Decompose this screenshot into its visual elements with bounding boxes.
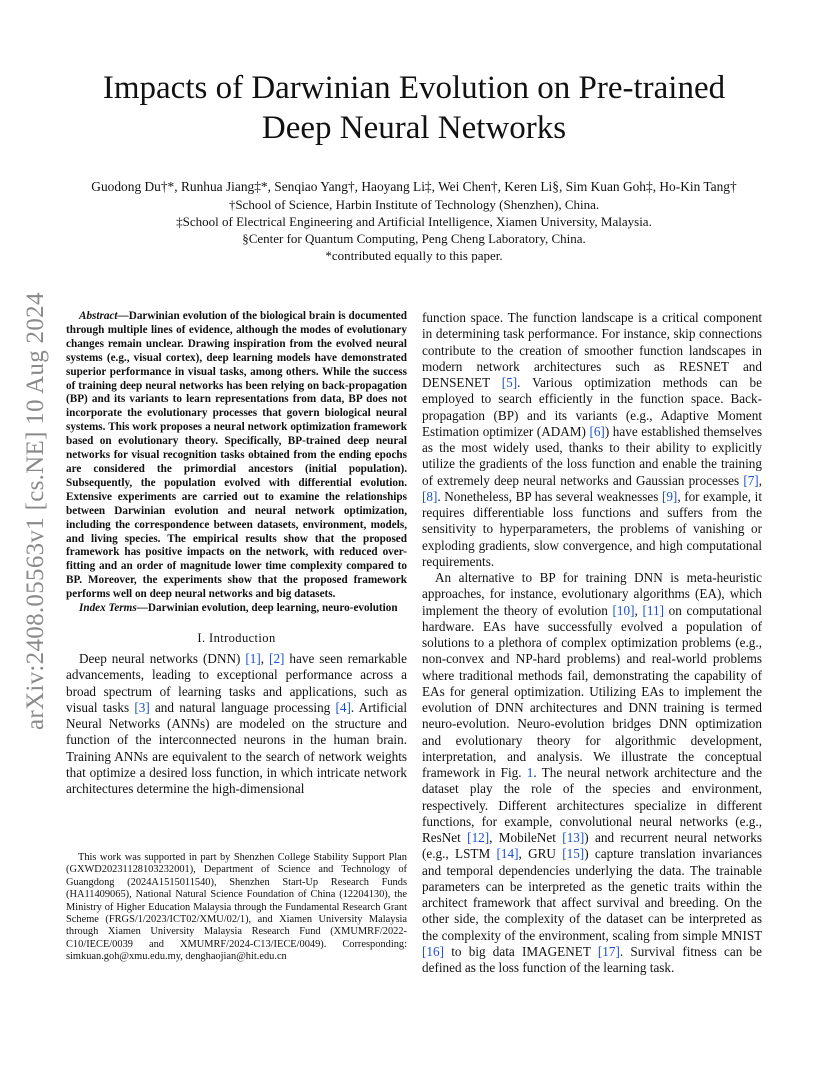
citation-link[interactable]: [3] bbox=[134, 699, 150, 715]
equal-contribution-note: *contributed equally to this paper. bbox=[325, 248, 503, 263]
abstract-text: Darwinian evolution of the biological brain is documented through multiple lines of evidence, although the modes of evolutionary changes remain unclear. Drawing inspiration from the evolved neural systems (e.g., visual cortex), deep learning models have demonstrated superior performance in visual tasks, among others. While the success of training deep neural networks has been relying on back-propagation (BP) and its variants to learn representations from data, BP does not incorporate the evolutionary processes that govern biological neural systems. This work proposes a neural network optimization framework based on evolutionary theory. Specifically, BP-trained deep neural networks for visual recognition tasks obtained from the ending epochs are considered the primordial ancestors (initial population). Subsequently, the population evolved with differential evolution. Extensive experiments are carried out to examine the relationships between Darwinian evolution and neural network optimization, including the correspondence between datasets, environment, models, and living species. The empirical results show that the proposed framework has positive impacts on the network, with reduced over-fitting and an order of magnitude lower time complexity compared to BP. Moreover, the experiments show that the proposed framework performs well on deep neural networks and big datasets. bbox=[66, 310, 407, 601]
affiliation-3: §Center for Quantum Computing, Peng Cheng Laboratory, China. bbox=[242, 231, 586, 246]
abstract-label: Abstract— bbox=[79, 310, 129, 322]
paper-title bbox=[60, 68, 768, 148]
text-run: ) and recurrent neural networks (e.g., LSTM bbox=[422, 830, 762, 862]
right-paragraph-2 bbox=[422, 570, 762, 976]
text-run: , bbox=[260, 651, 270, 667]
text-run: . Artificial Neural Networks (ANNs) are modeled on the structure and function of the interconnected neurons in the human brain. Training ANNs are equivalent to the search of network weights that optimize a desired loss function, in which intricate network architectures determine the high-dimensional bbox=[66, 699, 407, 797]
text-run: . Nonetheless, BP has several weaknesses bbox=[437, 488, 662, 504]
citation-link[interactable]: [4] bbox=[335, 699, 351, 715]
text-run: , bbox=[758, 472, 762, 488]
text-run: , GRU bbox=[518, 846, 563, 862]
citation-link[interactable]: [16] bbox=[422, 943, 444, 959]
text-run: and natural language processing bbox=[149, 699, 336, 715]
text-run: , bbox=[634, 602, 643, 618]
right-paragraph-1 bbox=[422, 310, 762, 570]
citation-link[interactable]: [5] bbox=[501, 375, 518, 390]
affiliation-2: ‡School of Electrical Engineering and Artificial Intelligence, Xiamen University, Malaysia. bbox=[176, 214, 652, 229]
intro-paragraph-1 bbox=[66, 651, 407, 797]
citation-link[interactable]: [14] bbox=[496, 846, 519, 862]
author-list: Guodong Du†*, Runhua Jiang‡*, Senqiao Yang†, Haoyang Li‡, Wei Chen†, Keren Li§, Sim Kuan Goh‡, Ho-Kin Tang† bbox=[91, 179, 737, 194]
citation-link[interactable]: [10] bbox=[612, 602, 635, 618]
index-terms-text: Darwinian evolution, deep learning, neuro-evolution bbox=[147, 602, 398, 615]
text-run: , for example, it requires differentiable loss functions and suffers from the sensitivity to hyperparameters, the problems of vanishing or exploding gradients, slow convergence, and high computational requirements. bbox=[422, 488, 762, 569]
citation-link[interactable]: [7] bbox=[743, 472, 759, 488]
citation-link[interactable]: [2] bbox=[269, 651, 285, 667]
index-terms bbox=[66, 602, 407, 616]
text-run: . The neural network architecture and the dataset play the role of the species and environment, respectively. Different architectures specialize in different functions, for example, convolutional neural networks (e.g., ResNet bbox=[422, 765, 762, 845]
abstract bbox=[66, 310, 407, 602]
citation-link[interactable]: [8] bbox=[422, 488, 438, 504]
text-run: ) capture translation invariances and temporal dependencies underlying the data. The trainable parameters can be interpreted as the genetic traits within the architect framework that affect survival and breeding. On the other side, the complexity of the dataset can be interpreted as the complexity of the environment, scaling from simple MNIST bbox=[422, 846, 762, 943]
citation-link[interactable]: [17] bbox=[597, 943, 620, 959]
text-run: . Survival fitness can be defined as the loss function of the learning task. bbox=[422, 943, 762, 975]
text-run: Deep neural networks (DNN) bbox=[79, 651, 246, 667]
citation-link[interactable]: [1] bbox=[245, 651, 261, 667]
text-run: have seen remarkable advancements, leading to exceptional performance across a broad spectrum of learning tasks and applications, such as visual tasks bbox=[66, 651, 407, 715]
text-run: function space. The function landscape is a critical component in determining task performance. For instance, skip connections contribute to the creation of smoother function landscapes in modern network architectures such as RESNET and DENSENET bbox=[422, 310, 762, 390]
text-run: . Various optimization methods can be employed to search efficiently in the function space. Back-propagation (BP) and its variants (e.g., Adaptive Moment Estimation optimizer (ADAM) bbox=[422, 375, 763, 439]
citation-link[interactable]: [6] bbox=[589, 423, 605, 439]
citation-link[interactable]: [9] bbox=[661, 488, 678, 504]
citation-link[interactable]: [13] bbox=[562, 830, 585, 845]
text-run: to big data IMAGENET bbox=[443, 943, 598, 959]
arxiv-identifier-sidebar: arXiv:2408.05563v1 [cs.NE] 10 Aug 2024 bbox=[22, 292, 49, 730]
right-column bbox=[422, 310, 762, 976]
funding-footnote: This work was supported in part by Shenzhen College Stability Support Plan (GXWD20231128103232001), Department of Science and Technology of Guangdong (2024A1515011540), Shenzhen Start-Up Research Funds (HA11409065), National Natural Science Foundation of China (12204130), the Ministry of Higher Education Malaysia through the Fundamental Research Grant Scheme (FRGS/1/2023/ICT02/XMU/02/1), and Xiamen University Malaysia through Xiamen University Malaysia Research Fund (XMUMRF/2022-C10/IECE/0039 and XMUMRF/2024-C13/IECE/0049). Corresponding: simkuan.goh@xmu.edu.my, denghaojian@hit.edu.cn bbox=[66, 852, 407, 963]
citation-link[interactable]: [15] bbox=[562, 846, 585, 862]
citation-link[interactable]: [11] bbox=[642, 602, 664, 618]
section-heading-introduction: I. Introduction bbox=[197, 630, 276, 645]
title-line-2: Deep Neural Networks bbox=[261, 110, 567, 146]
text-run: , MobileNet bbox=[489, 830, 563, 845]
text-run: An alternative to BP for training DNN is meta-heuristic approaches, for instance, evolutionary algorithms (EA), which implement the theory of evolution bbox=[422, 570, 762, 618]
index-terms-label: Index Terms— bbox=[79, 602, 148, 615]
citation-link[interactable]: [12] bbox=[467, 830, 490, 845]
affiliation-1: †School of Science, Harbin Institute of Technology (Shenzhen), China. bbox=[228, 197, 600, 212]
figure-link[interactable]: 1 bbox=[526, 765, 534, 780]
text-run: on computational hardware. EAs have successfully evolved a population of solutions to a plethora of complex optimization problems (e.g., non-convex and NP-hard problems) and real-world problems where traditional methods fail, demonstrating the capability of EAs for general optimization. Utilizing EAs to implement the evolution of DNN architectures and DNN training is termed neuro-evolution. Neuro-evolution bridges DNN optimization and evolutionary theory for algorithmic development, interpretation, and analysis. We illustrate the conceptual framework in Fig. bbox=[422, 602, 762, 780]
text-run: ) have established themselves as the most widely used, thanks to their ability to explicitly utilize the gradients of the loss function and enable the training of extremely deep neural networks and Gaussian processes bbox=[422, 423, 762, 488]
left-column bbox=[66, 310, 407, 797]
title-line-1: Impacts of Darwinian Evolution on Pre-trained bbox=[102, 70, 726, 106]
